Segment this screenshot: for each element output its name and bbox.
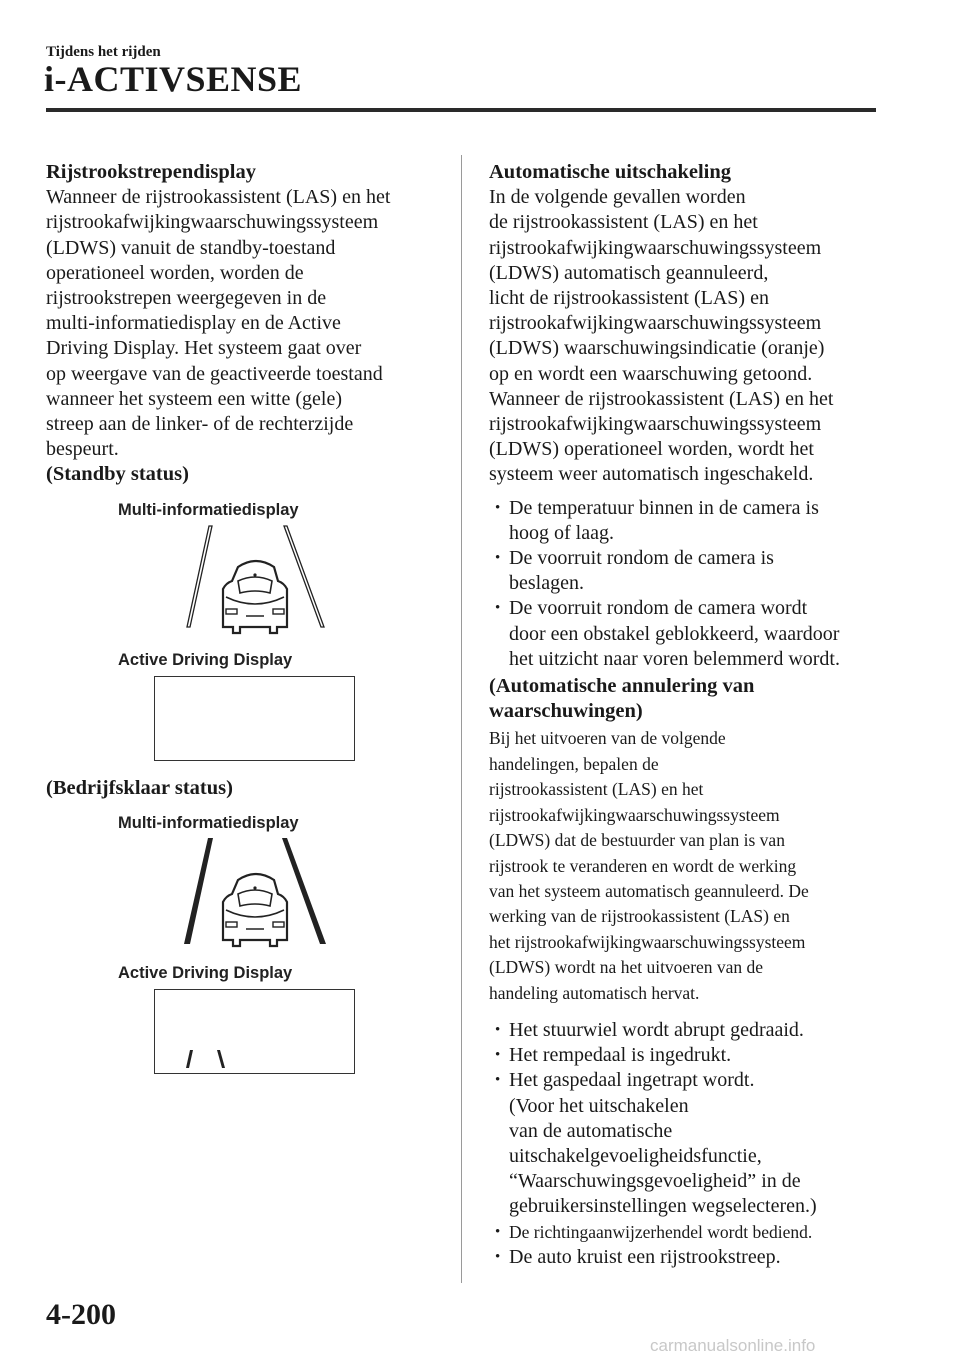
intro-line: operationeel worden, worden de (46, 261, 304, 284)
list-item-line: • De auto kruist een rijstrookstreep. (509, 1245, 781, 1268)
ready-figure (46, 801, 441, 1101)
list-item (489, 1220, 884, 1245)
list-item-line: • De richtingaanwijzerhendel wordt bediend. (509, 1221, 813, 1242)
column-divider (461, 155, 462, 1283)
auto-cancel-conditions (489, 1018, 884, 1270)
auto-shutoff-conditions (489, 496, 884, 672)
intro-line: Driving Display. Het systeem gaat over (46, 337, 362, 360)
list-item-line: • De voorruit rondom de camera is (509, 547, 774, 570)
paragraph-line: rijstrookafwijkingwaarschuwingssysteem (489, 236, 822, 259)
heading-line: (Automatische annulering van (489, 675, 755, 698)
paragraph-line: de rijstrookassistent (LAS) en het (489, 211, 758, 234)
list-item-line: uitschakelgevoeligheidsfunctie, (509, 1144, 762, 1167)
car-rear-icon (223, 874, 287, 946)
list-item-line: • Het gaspedaal ingetrapt wordt. (509, 1069, 755, 1092)
chapter-title: i-ACTIVSENSE (44, 59, 303, 99)
paragraph-line: (LDWS) automatisch geannuleerd, (489, 261, 769, 284)
list-item-line: hoog of laag. (509, 521, 614, 544)
list-item (489, 496, 884, 546)
list-item-line: beslagen. (509, 572, 584, 595)
standby-ad-label: Active Driving Display (118, 650, 293, 669)
list-item-line: • De voorruit rondom de camera wordt (509, 597, 808, 620)
paragraph-line: (LDWS) wordt na het uitvoeren van de (489, 957, 764, 978)
standby-status-heading: (Standby status) (46, 463, 189, 486)
intro-line: streep aan de linker- of de rechterzijde (46, 413, 354, 436)
paragraph-line: (LDWS) waarschuwingsindicatie (oranje) (489, 337, 825, 360)
intro-line: bespeurt. (46, 438, 119, 461)
paragraph-line: In de volgende gevallen worden (489, 186, 746, 209)
car-rear-icon (223, 561, 287, 633)
right-column (489, 160, 884, 1270)
list-item-line: • De temperatuur binnen in de camera is (509, 496, 819, 519)
paragraph-line: (LDWS) dat de bestuurder van plan is van (489, 830, 785, 851)
list-item-line: • Het rempedaal is ingedrukt. (509, 1044, 732, 1067)
list-item-line: van de automatische (509, 1119, 673, 1142)
list-item-line: • Het stuurwiel wordt abrupt gedraaid. (509, 1018, 804, 1041)
intro-line: (LDWS) vanuit de standby-toestand (46, 236, 336, 259)
standby-mid-illustration (164, 523, 374, 641)
paragraph-line: rijstrookassistent (LAS) en het (489, 779, 704, 800)
ready-mid-illustration (164, 836, 374, 954)
paragraph-line: werking van de rijstrookassistent (LAS) en (489, 906, 790, 927)
list-item (489, 1068, 884, 1219)
intro-line: wanneer het systeem een witte (gele) (46, 387, 342, 410)
intro-line: multi-informatiedisplay en de Active (46, 312, 341, 335)
list-item-line: gebruikersinstellingen wegselecteren.) (509, 1195, 817, 1218)
paragraph-line: rijstrook te veranderen en wordt de werking (489, 855, 797, 876)
auto-shutoff-heading: Automatische uitschakeling (489, 161, 732, 183)
auto-cancel-paragraph (489, 726, 884, 1005)
standby-figure (46, 488, 441, 776)
page-number: 4-200 (46, 1298, 116, 1331)
list-item (489, 546, 884, 596)
watermark: carmanualsonline.info (650, 1336, 816, 1355)
paragraph-line: op en wordt een waarschuwing getoond. (489, 362, 813, 385)
standby-mid-label: Multi-informatiedisplay (118, 500, 299, 519)
ready-mid-label: Multi-informatiedisplay (118, 813, 299, 832)
heading-line: waarschuwingen) (489, 700, 643, 723)
paragraph-line: handeling automatisch hervat. (489, 982, 700, 1003)
standby-right-lane-line (284, 526, 324, 627)
ready-active-driving-display (154, 989, 355, 1074)
header-rule (46, 108, 876, 112)
ad-lane-lines-icon (181, 1046, 231, 1070)
ready-ad-label: Active Driving Display (118, 963, 293, 982)
paragraph-line: Bij het uitvoeren van de volgende (489, 728, 726, 749)
standby-active-driving-display (154, 676, 355, 761)
paragraph-line: (LDWS) operationeel worden, wordt het (489, 438, 814, 461)
intro-line: rijstrookafwijkingwaarschuwingssysteem (46, 211, 379, 234)
ready-left-lane-line (184, 838, 213, 944)
section-label: Tijdens het rijden (46, 44, 161, 60)
paragraph-line: handelingen, bepalen de (489, 753, 659, 774)
paragraph-line: van het systeem automatisch geannuleerd. De (489, 880, 809, 901)
list-item-line: (Voor het uitschakelen (509, 1094, 689, 1117)
list-item (489, 1245, 884, 1270)
list-item-line: “Waarschuwingsgevoeligheid” in de (509, 1170, 801, 1193)
paragraph-line: systeem weer automatisch ingeschakeld. (489, 463, 814, 486)
paragraph-line: rijstrookafwijkingwaarschuwingssysteem (489, 312, 822, 335)
standby-left-lane-line (187, 526, 212, 627)
auto-cancel-heading (489, 674, 884, 724)
lane-display-intro (46, 185, 441, 462)
intro-line: op weergave van de geactiveerde toestand (46, 362, 383, 385)
paragraph-line: Wanneer de rijstrookassistent (LAS) en het (489, 387, 834, 410)
lane-display-heading: Rijstrookstrependisplay (46, 161, 256, 183)
paragraph-line: rijstrookafwijkingwaarschuwingssysteem (489, 413, 822, 436)
left-column (46, 160, 441, 1101)
list-item (489, 1043, 884, 1068)
list-item (489, 1018, 884, 1043)
intro-line: rijstrookstrepen weergegeven in de (46, 287, 327, 310)
list-item (489, 596, 884, 672)
ready-status-heading: (Bedrijfsklaar status) (46, 776, 233, 799)
paragraph-line: licht de rijstrookassistent (LAS) en (489, 287, 769, 310)
auto-shutoff-paragraph (489, 185, 884, 487)
list-item-line: het uitzicht naar voren belemmerd wordt. (509, 647, 840, 670)
list-item-line: door een obstakel geblokkeerd, waardoor (509, 622, 840, 645)
paragraph-line: rijstrookafwijkingwaarschuwingssysteem (489, 804, 780, 825)
intro-line: Wanneer de rijstrookassistent (LAS) en het (46, 186, 391, 209)
ready-right-lane-line (282, 838, 326, 944)
paragraph-line: het rijstrookafwijkingwaarschuwingssysteem (489, 931, 806, 952)
